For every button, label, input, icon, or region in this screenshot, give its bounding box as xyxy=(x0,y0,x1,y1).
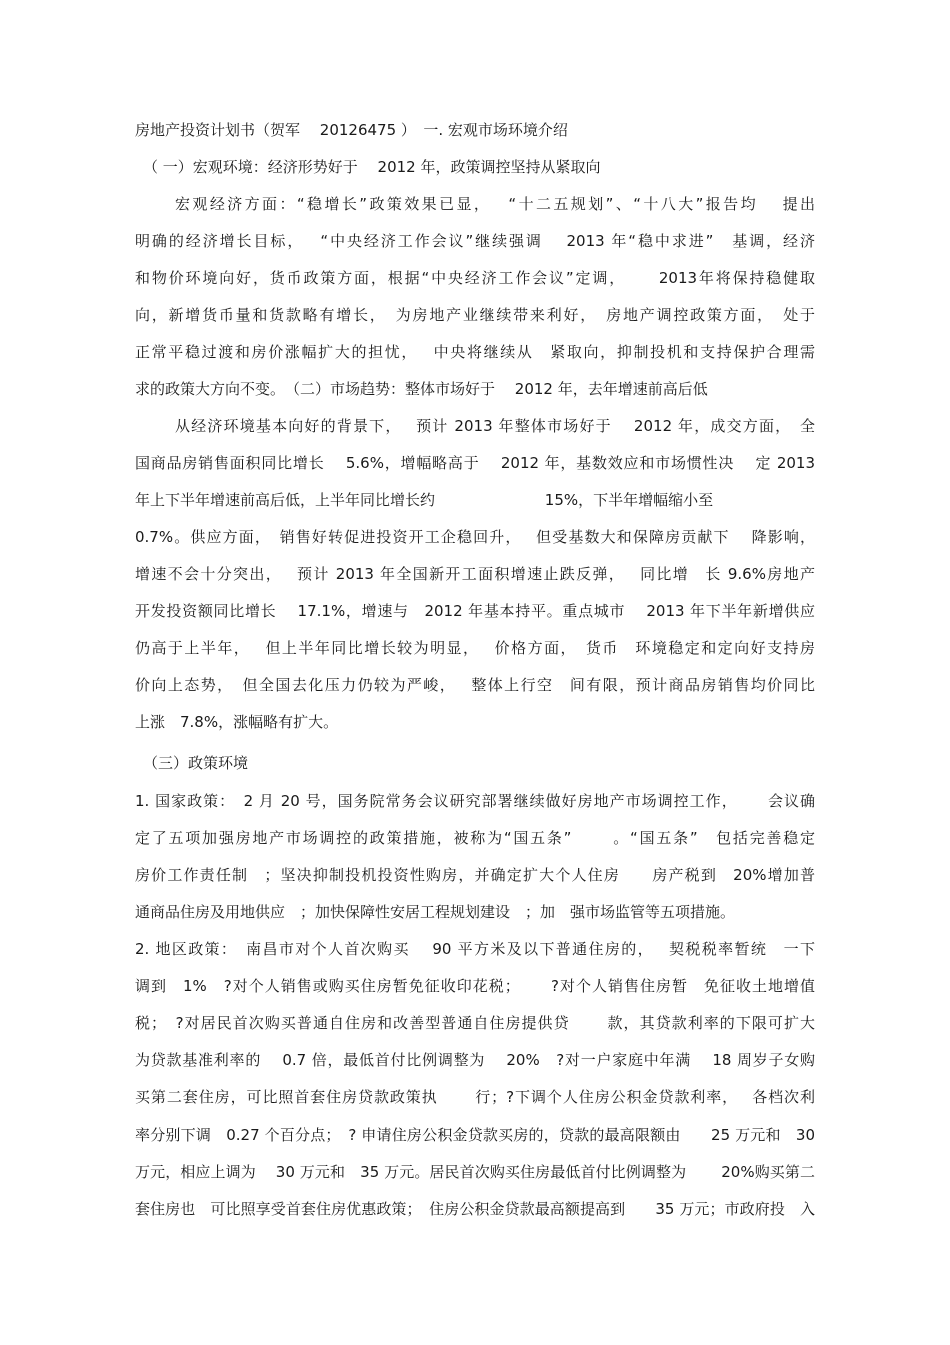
paragraph-line: 价向上态势， 但全国去化压力仍较为严峻， 整体上行空 间有限，预计商品房销售均价同比 xyxy=(135,676,815,694)
paragraph-line: 年上下半年增速前高后低，上半年同比增长约 15%，下半年增幅缩小至 xyxy=(135,491,714,509)
paragraph-line: 增速不会十分突出， 预计 2013 年全国新开工面积增速止跌反弹， 同比增 长 9.6%房地产 xyxy=(135,565,815,583)
paragraph-line: 房价工作责任制 ；坚决抑制投机投资性购房，并确定扩大个人住房 房产税到 20%增加普 xyxy=(135,866,815,884)
paragraph-line: 万元，相应上调为 30 万元和 35 万元。居民首次购买住房最低首付比例调整为 20%购买第二 xyxy=(135,1163,815,1181)
paragraph-line: 定了五项加强房地产市场调控的政策措施，被称为“国五条” 。“国五条” 包括完善稳定 xyxy=(135,829,815,847)
document-title-line: 房地产投资计划书（贺军 20126475 ） 一. 宏观市场环境介绍 xyxy=(135,121,568,139)
paragraph-line: 正常平稳过渡和房价涨幅扩大的担忧， 中央将继续从 紧取向，抑制投机和支持保护合理需 xyxy=(135,343,815,361)
paragraph-line: 套住房也 可比照享受首套住房优惠政策； 住房公积金贷款最高额提高到 35 万元；市政府投 入 xyxy=(135,1200,815,1218)
paragraph-line: 和物价环境向好，货币政策方面，根据“中央经济工作会议”定调， 2013年将保持稳健取 xyxy=(135,269,815,287)
paragraph-line: 开发投资额同比增长 17.1%，增速与 2012 年基本持平。重点城市 2013 年下半年新增供应 xyxy=(135,602,815,620)
paragraph-line: 调到 1% ?对个人销售或购买住房暂免征收印花税； ?对个人销售住房暂 免征收土地增值 xyxy=(135,977,815,995)
paragraph-line: 0.7%。供应方面， 销售好转促进投资开工企稳回升， 但受基数大和保障房贡献下 降影响， xyxy=(135,528,815,546)
paragraph-line: 税； ?对居民首次购买普通自住房和改善型普通自住房提供贷 款，其贷款利率的下限可扩大 xyxy=(135,1014,815,1032)
paragraph-line: 求的政策大方向不变。 （二）市场趋势：整体市场好于 2012 年，去年增速前高后低 xyxy=(135,380,708,398)
paragraph-line: 率分别下调 0.27 个百分点； ? 申请住房公积金贷款买房的，贷款的最高限额由 25 万元和 30 xyxy=(135,1126,815,1144)
paragraph-line: 国商品房销售面积同比增长 5.6%，增幅略高于 2012 年，基数效应和市场惯性决 定 2013 xyxy=(135,454,815,472)
paragraph-line: 宏观经济方面：“稳增长”政策效果已显， “十二五规划”、“十八大”报告均 提出 xyxy=(175,195,815,213)
paragraph-line: 从经济环境基本向好的背景下， 预计 2013 年整体市场好于 2012 年，成交方面， 全 xyxy=(175,417,815,435)
paragraph-line: 1. 国家政策： 2 月 20 号，国务院常务会议研究部署继续做好房地产市场调控工作， 会议确 xyxy=(135,792,815,810)
paragraph-line: 向，新增货币量和货款略有增长， 为房地产业继续带来利好， 房地产调控政策方面， 处于 xyxy=(135,306,815,324)
paragraph-line: 买第二套住房，可比照首套住房贷款政策执 行；?下调个人住房公积金贷款利率， 各档次利 xyxy=(135,1088,815,1106)
paragraph-line: 明确的经济增长目标， “中央经济工作会议”继续强调 2013 年“稳中求进” 基调，经济 xyxy=(135,232,815,250)
paragraph-line: 为贷款基准利率的 0.7 倍，最低首付比例调整为 20% ?对一户家庭中年满 18 周岁子女购 xyxy=(135,1051,815,1069)
paragraph-line: 仍高于上半年， 但上半年同比增长较为明显， 价格方面， 货币 环境稳定和定向好支持房 xyxy=(135,639,815,657)
section-heading-macro: （ 一）宏观环境：经济形势好于 2012 年，政策调控坚持从紧取向 xyxy=(143,158,601,176)
section-heading-policy: （三）政策环境 xyxy=(143,754,249,772)
paragraph-line: 通商品住房及用地供应 ；加快保障性安居工程规划建设 ；加 强市场监管等五项措施。 xyxy=(135,903,736,921)
paragraph-line: 上涨 7.8%，涨幅略有扩大。 xyxy=(135,713,339,731)
paragraph-line: 2. 地区政策： 南昌市对个人首次购买 90 平方米及以下普通住房的， 契税税率暂统 一下 xyxy=(135,940,815,958)
